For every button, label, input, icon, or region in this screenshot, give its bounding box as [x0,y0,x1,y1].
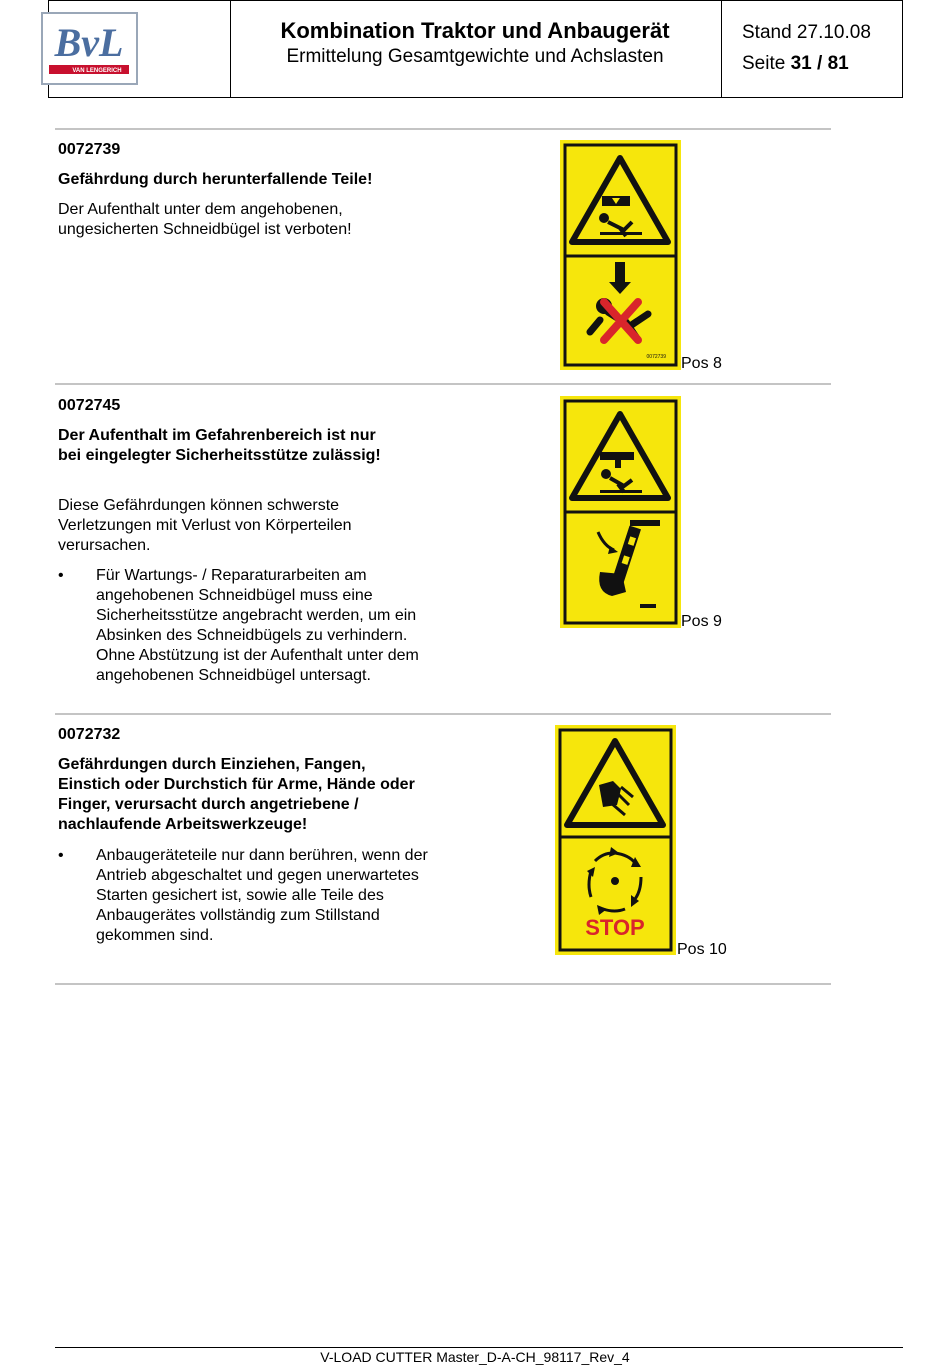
meta-cell [721,1,903,97]
footer-divider [55,1347,903,1348]
section-divider [55,383,831,385]
section-divider [55,983,831,985]
list-item-text: Für Wartungs- / Reparaturarbeiten am angehobenen Schneidbügel muss eine Sicherheitsstütze angebracht werden, um ein Absinken des Schneidbügels zu verhindern. Ohne Abstützung ist der Aufenthalt unter dem angehobenen Schneidbügel untersagt. [96,567,419,684]
list-item-text: Anbaugeräteteile nur dann berühren, wenn der Antrieb abgeschaltet und gegen unerwartetes Starten gesichert ist, sowie alle Teile des Anbaugerätes vollständig zum Stillstand gekommen sind. [96,847,428,944]
page-footer: V-LOAD CUTTER Master_D-A-CH_98117_Rev_4 [320,1349,630,1365]
page-number-value: 31 / 81 [790,53,849,74]
position-label: Pos 10 [677,941,727,958]
position-label: Pos 9 [681,613,722,630]
section-code: 0072745 [58,397,121,414]
section-divider [55,713,831,715]
page-subtitle: Ermittelung Gesamtgewichte und Achslasten [286,46,664,67]
position-label: Pos 8 [681,355,722,372]
rotating-tools-warning-icon [555,725,676,955]
section-warning: Gefährdung durch herunterfallende Teile! [58,171,373,188]
section-text: Diese Gefährdungen können schwerste Verletzungen mit Verlust von Körperteilen verursachen. [58,497,352,554]
safety-support-warning-icon [560,396,681,628]
section-text: Der Aufenthalt unter dem angehobenen, ungesicherten Schneidbügel ist verboten! [58,201,352,238]
document-date: Stand 27.10.08 [742,22,871,43]
sign-code: 0072739 [646,354,666,360]
bullet-symbol: • [58,847,64,864]
bvl-logo [41,12,138,85]
section-divider [55,128,831,130]
section-warning: Der Aufenthalt im Gefahrenbereich ist nur bei eingelegter Sicherheitsstütze zulässig! [58,427,381,464]
logo-subtext: VAN LENGERICH [72,68,122,74]
section-code: 0072739 [58,141,121,158]
page-number [742,53,849,75]
bullet-symbol: • [58,567,64,584]
logo-text: BvL [54,20,124,65]
section-warning: Gefährdungen durch Einziehen, Fangen, Einstich oder Durchstich für Arme, Hände oder Finger, verursacht durch angetriebene / nachlaufende Arbeitswerkzeuge! [58,756,415,833]
page-number-label: Seite [742,53,786,74]
page-title: Kombination Traktor und Anbaugerät [280,18,670,43]
falling-load-warning-icon [560,140,681,370]
section-code: 0072732 [58,726,121,743]
stop-text: STOP [585,915,645,940]
